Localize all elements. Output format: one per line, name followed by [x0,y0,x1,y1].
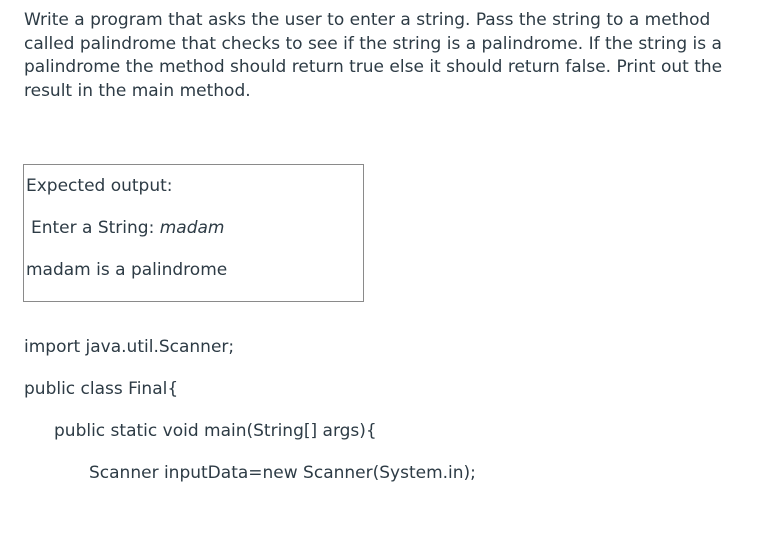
expected-output-box [23,164,364,302]
expected-output-result: madam is a palindrome [26,260,228,280]
expected-output-heading: Expected output: [26,176,173,196]
code-line-import: import java.util.Scanner; [24,337,235,357]
prompt-input: madam [159,218,225,238]
question-text: Write a program that asks the user to enter a string. Pass the string to a method called palindrome that checks to see if the string is a palindrome. If the string is a palindrome the method should return true else it should return false. Print out the result in the main method. [24,10,723,101]
code-line-scanner: Scanner inputData=new Scanner(System.in); [89,463,476,483]
prompt-label: Enter a String: [31,218,160,238]
code-line-class: public class Final{ [24,379,179,399]
code-line-main: public static void main(String[] args){ [54,421,377,441]
expected-output-prompt [31,217,224,239]
